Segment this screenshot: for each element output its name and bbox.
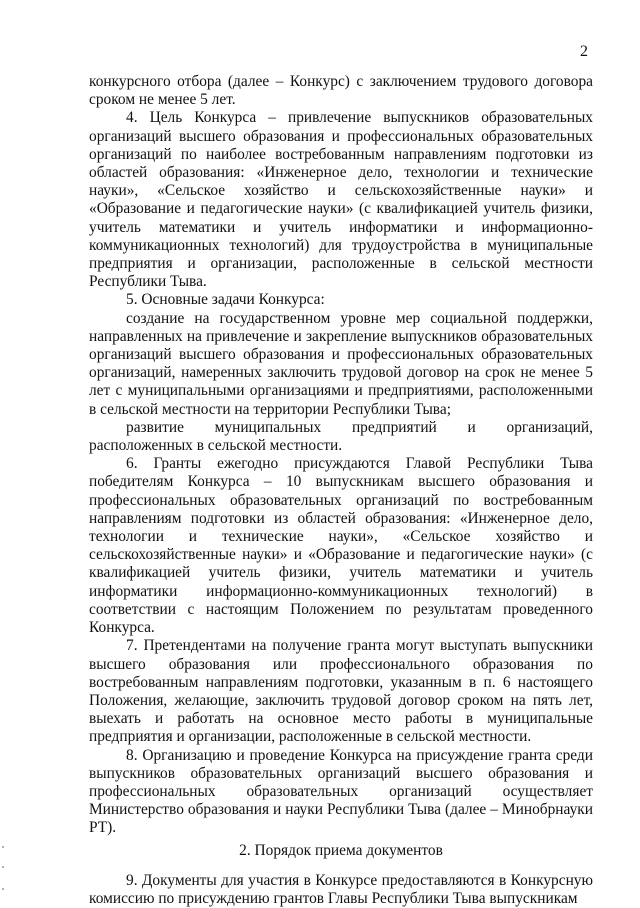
scan-speck [2, 866, 4, 868]
paragraph-5-task-development: развитие муниципальных предприятий и организаций, расположенных в сельской местности. [89, 418, 593, 455]
paragraph-8-organization: 8. Организацию и проведение Конкурса на присуждение гранта среди выпускников образовательных организаций высшего образования и профессиональных образовательных организаций осуществляет Министерство образования и науки Республики Тыва (далее – Минобрнауки РТ). [89, 746, 593, 837]
paragraph-6-grants: 6. Гранты ежегодно присуждаются Главой Республики Тыва победителям Конкурса – 10 выпускникам высшего образования и профессиональных образовательных организаций по востребованным направлениям подготовки из областей образования: «Инженерное дело, технологии и технические науки», «Сельское хозяйство и сельскохозяйственные науки» и «Образование и педагогические науки» (с квалификацией учитель физики, учитель математики и учитель информатики информационно-коммуникационных технологий) в соответствии с настоящим Положением по результатам проведенного Конкурса. [89, 455, 593, 637]
paragraph-5-tasks-heading: 5. Основные задачи Конкурса: [126, 291, 325, 309]
section-heading: 2. Порядок приема документов [239, 841, 443, 859]
page-number: 2 [580, 43, 588, 60]
scan-speck [2, 846, 4, 848]
paragraph-4-goal: 4. Цель Конкурса – привлечение выпускников образовательных организаций высшего образования и профессиональных образовательных организаций по наиболее востребованным направлениям подготовки из областей образования: «Инженерное дело, технологии и технические науки», «Сельское хозяйство и сельскохозяйственные науки» и «Образование и педагогические науки» (с квалификацией учитель физики, учитель математики и учитель информатики и информационно-коммуникационных технологий) для трудоустройства в муниципальные предприятия и организации, расположенные в сельской местности Республики Тыва. [89, 109, 593, 291]
paragraph-5-task-support: создание на государственном уровне мер социальной поддержки, направленных на привлечение и закрепление выпускников образовательных организаций высшего образования и профессиональных образовательных организаций, намеренных заключить трудовой договор на срок не менее 5 лет с муниципальными организациями и предприятиями, расположенными в сельской местности на территории Республики Тыва; [89, 309, 593, 418]
scan-speck [2, 888, 4, 890]
paragraph-9-documents: 9. Документы для участия в Конкурсе предоставляются в Конкурсную комиссию по присуждению грантов Главы Республики Тыва выпускникам [89, 871, 593, 907]
paragraph-7-applicants: 7. Претендентами на получение гранта могут выступать выпускники высшего образования или профессионального образования по востребованным направлениям подготовки, указанным в п. 6 настоящего Положения, желающие, заключить трудовой договор сроком на пять лет, выехать и работать на основное место работы в муниципальные предприятия и организации, расположенные в сельской местности. [89, 637, 593, 746]
document-body [89, 73, 593, 908]
paragraph-continuation: конкурсного отбора (далее – Конкурс) с заключением трудового договора сроком не менее 5 лет. [89, 73, 593, 109]
